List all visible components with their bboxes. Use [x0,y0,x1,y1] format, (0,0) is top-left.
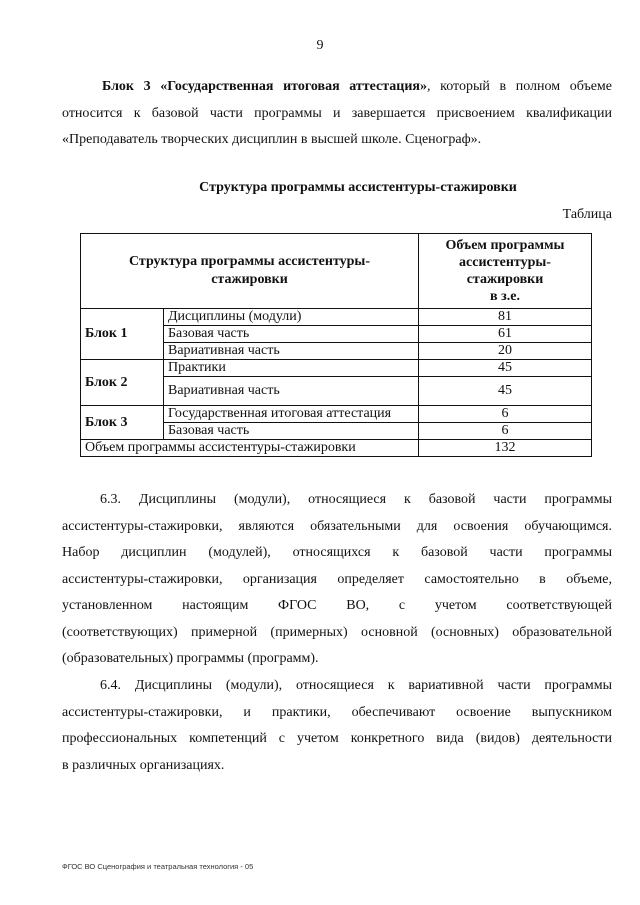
section-line: Набор дисциплин (модулей), относящихся к базовой части программы [62,545,612,560]
name-cell: Вариативная часть [164,377,419,406]
value-cell: 45 [419,377,592,406]
section-line: (образовательных) программы (программ). [62,651,319,666]
value-cell: 6 [419,423,592,440]
block-cell: Блок 3 [81,406,164,440]
section-line: ассистентуры-стажировки, организация определяет самостоятельно в объеме, [62,571,612,587]
table-label: Таблица [562,207,612,222]
table-title: Структура программы ассистентуры-стажировки [199,180,517,195]
header-structure: Структура программы ассистентуры- стажировки [81,234,419,309]
value-cell: 45 [419,360,592,377]
name-cell: Вариативная часть [164,343,419,360]
total-label: Объем программы ассистентуры-стажировки [81,440,419,457]
program-structure-table [80,233,592,457]
block3-title: Блок 3 «Государственная итоговая аттестация» [102,79,428,94]
section-line: 6.4. Дисциплины (модули), относящиеся к вариативной части программы [100,678,612,693]
value-cell: 81 [419,309,592,326]
page-number: 9 [316,38,324,53]
name-cell: Базовая часть [164,326,419,343]
intro-line: «Преподаватель творческих дисциплин в высшей школе. Сценограф». [62,132,482,147]
table-row [81,360,592,377]
total-value: 132 [419,440,592,457]
section-line: профессиональных компетенций с учетом конкретного вида (видов) деятельности [62,731,612,746]
section-6-3 [62,487,612,673]
section-line: ассистентуры-стажировки, и практики, обеспечивают освоение выпускником [62,704,612,720]
table-row [81,406,592,423]
footer: ФГОС ВО Сценография и театральная технология - 05 [62,862,254,871]
intro-line: относится к базовой части программы и завершается присвоением квалификации [62,105,612,121]
section-line: (соответствующих) примерной (примерных) основной (основных) образовательной [62,624,612,640]
section-line: 6.3. Дисциплины (модули), относящиеся к базовой части программы [100,492,612,507]
value-cell: 61 [419,326,592,343]
intro-line: Блок 3 «Государственная итоговая аттестация», который в полном объеме [102,79,612,94]
name-cell: Базовая часть [164,423,419,440]
section-6-4 [62,673,612,779]
section-line: в различных организациях. [62,757,225,773]
block-cell: Блок 1 [81,309,164,360]
name-cell: Государственная итоговая аттестация [164,406,419,423]
table-row [81,309,592,326]
intro-paragraph [62,74,612,154]
name-cell: Практики [164,360,419,377]
table-total-row [81,440,592,457]
block-cell: Блок 2 [81,360,164,406]
section-line: ассистентуры-стажировки, являются обязательными для освоения обучающимся. [62,518,612,534]
value-cell: 20 [419,343,592,360]
section-line: установленном настоящим ФГОС ВО, с учетом соответствующей [62,598,612,613]
header-volume: Объем программы ассистентуры- стажировки в з.е. [419,234,592,309]
value-cell: 6 [419,406,592,423]
table-header-row [81,234,592,309]
name-cell: Дисциплины (модули) [164,309,419,326]
